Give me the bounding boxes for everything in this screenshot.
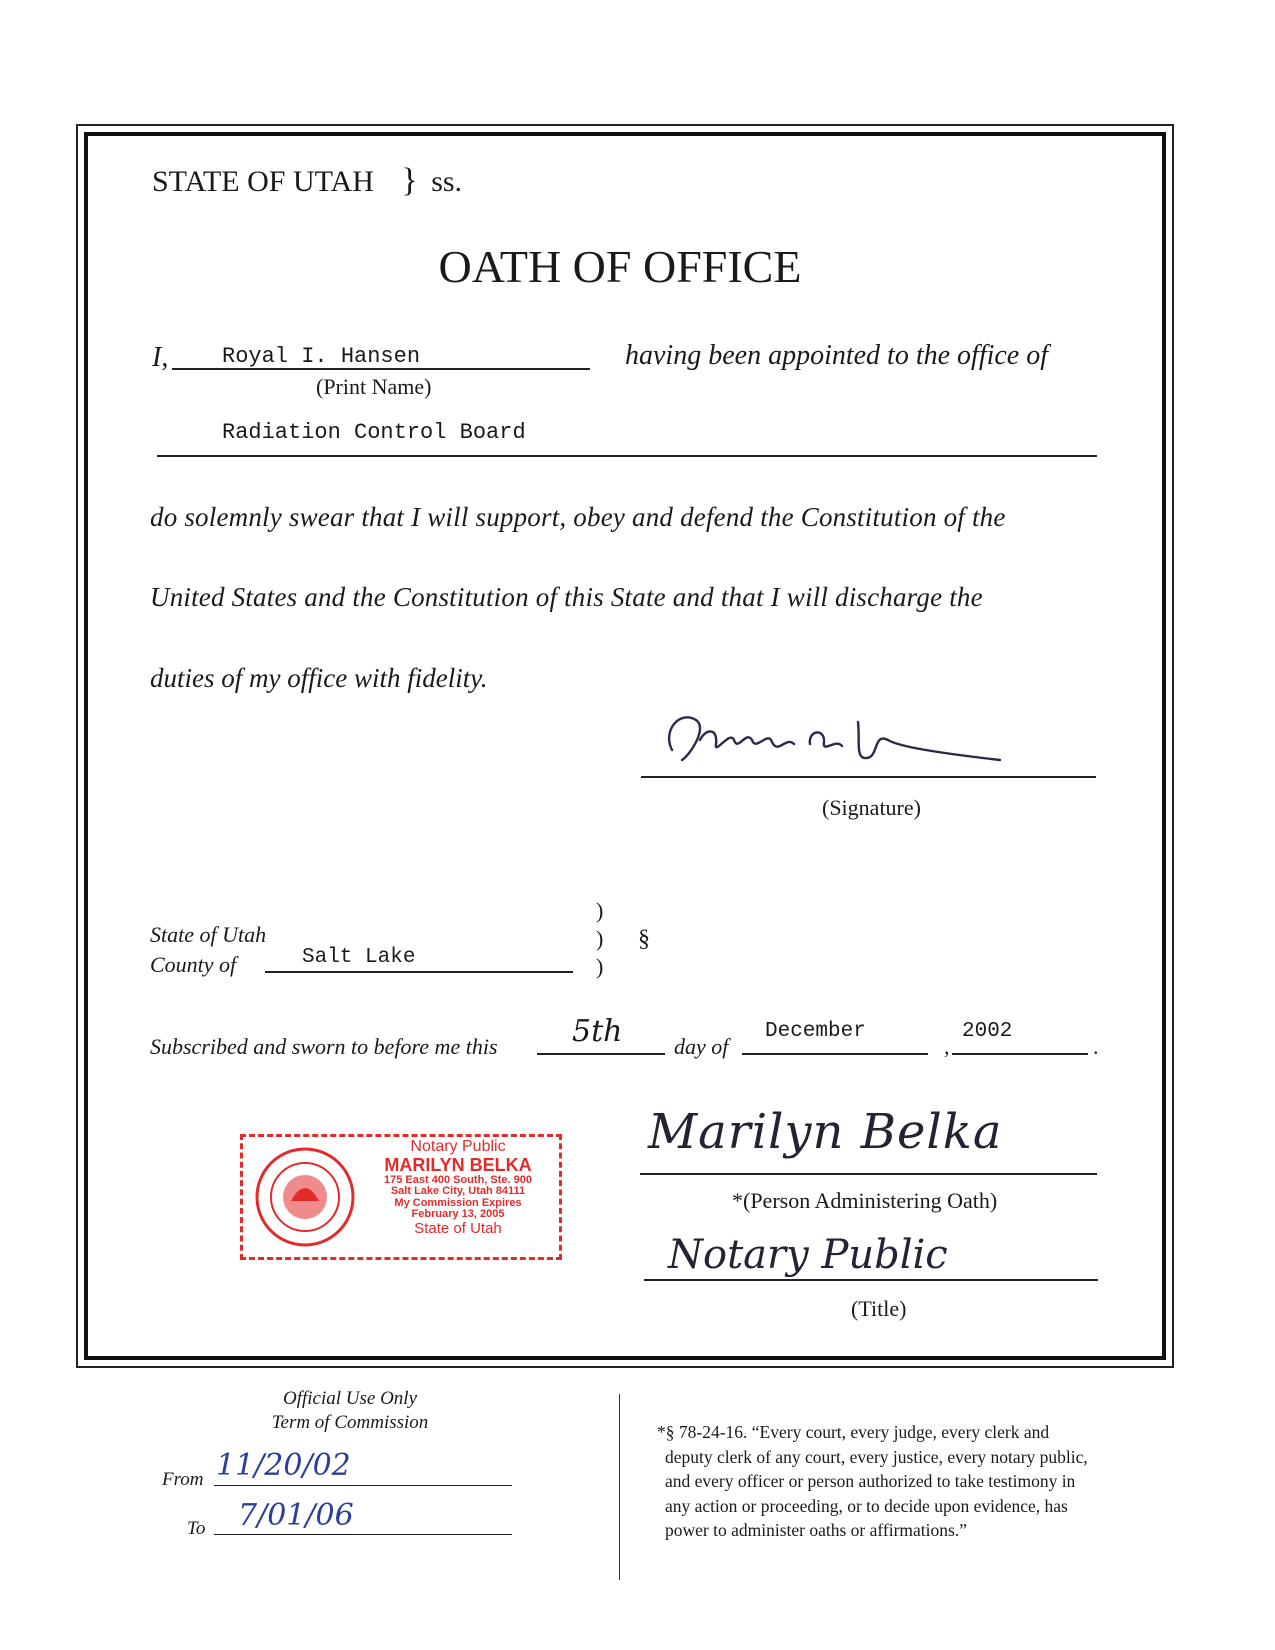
stamp-text — [358, 1139, 558, 1237]
from-line — [214, 1485, 512, 1486]
stamp-line5: My Commission Expires — [394, 1196, 522, 1209]
vertical-divider — [619, 1394, 620, 1580]
footnote-line1: *§ 78-24-16. “Every court, every judge, every clerk and — [657, 1422, 1050, 1442]
stamp-line2: MARILYN BELKA — [384, 1154, 532, 1175]
stamp-line3: 175 East 400 South, Ste. 900 — [384, 1173, 532, 1186]
to-value: 7/01/06 — [238, 1498, 354, 1533]
footnote-line5: power to administer oaths or affirmations.” — [665, 1520, 967, 1540]
section-symbol: § — [638, 926, 650, 952]
print-name-value: Royal I. Hansen — [222, 344, 421, 369]
stamp-line7: State of Utah — [414, 1219, 502, 1237]
footnote — [657, 1420, 1088, 1543]
oath-body-line3: duties of my office with fidelity. — [150, 663, 488, 693]
print-name-line — [172, 368, 590, 370]
oath-body-line2: United States and the Constitution of this State and that I will discharge the — [150, 582, 983, 612]
administering-line — [640, 1173, 1097, 1175]
year-value: 2002 — [962, 1020, 1013, 1043]
notary-stamp — [240, 1134, 562, 1260]
administering-caption: *(Person Administering Oath) — [732, 1188, 998, 1213]
administering-signature: Marilyn Belka — [648, 1104, 1003, 1160]
to-label: To — [187, 1518, 206, 1539]
office-line — [157, 455, 1097, 457]
venue-county-label: County of — [150, 952, 237, 977]
footnote-line3: and every officer or person authorized to take testimony in — [665, 1471, 1076, 1491]
i-label: I, — [152, 342, 169, 373]
official-use-heading: Official Use Only — [282, 1388, 418, 1409]
term-heading: Term of Commission — [271, 1412, 429, 1433]
print-name-caption: (Print Name) — [316, 374, 432, 399]
venue-state-label: State of Utah — [150, 922, 267, 947]
from-label: From — [162, 1469, 204, 1490]
state-line: STATE OF UTAH — [152, 165, 374, 198]
day-of-label: day of — [674, 1034, 729, 1059]
signature-caption: (Signature) — [822, 795, 921, 820]
signature-image — [660, 700, 1010, 780]
title-caption: (Title) — [851, 1296, 907, 1321]
county-line — [265, 971, 573, 973]
stamp-line4: Salt Lake City, Utah 84111 — [390, 1185, 526, 1198]
day-value: 5th — [572, 1014, 623, 1049]
appointed-text: having been appointed to the office of — [625, 340, 1049, 371]
to-line — [214, 1534, 512, 1535]
state-heading — [152, 162, 462, 200]
oath-body-line1: do solemnly swear that I will support, obey and defend the Constitution of the — [150, 502, 1006, 532]
title-value: Notary Public — [668, 1232, 948, 1278]
signature-line — [641, 776, 1096, 778]
period: . — [1093, 1034, 1099, 1059]
year-line — [952, 1053, 1088, 1055]
stamp-line1: Notary Public — [410, 1138, 506, 1155]
comma: , — [944, 1034, 950, 1059]
subscribed-lead: Subscribed and sworn to before me this — [150, 1034, 498, 1059]
day-line — [537, 1053, 665, 1055]
paren-3: ) — [596, 954, 604, 979]
footnote-line2: deputy clerk of any court, every justice, every notary public, — [665, 1446, 1088, 1467]
page-title: OATH OF OFFICE — [438, 241, 802, 292]
brace: } — [401, 162, 418, 199]
office-value: Radiation Control Board — [222, 420, 526, 445]
county-value: Salt Lake — [302, 946, 416, 969]
title-line — [644, 1279, 1098, 1281]
ss-label: ss. — [431, 165, 463, 198]
paren-1: ) — [596, 898, 604, 923]
stamp-line6: February 13, 2005 — [411, 1208, 505, 1221]
footnote-line4: any action or proceeding, or to decide upon evidence, has — [665, 1495, 1068, 1516]
month-value: December — [765, 1020, 866, 1043]
paren-2: ) — [596, 926, 604, 951]
month-line — [742, 1053, 928, 1055]
utah-seal-icon — [253, 1145, 357, 1249]
from-value: 11/20/02 — [216, 1448, 351, 1483]
